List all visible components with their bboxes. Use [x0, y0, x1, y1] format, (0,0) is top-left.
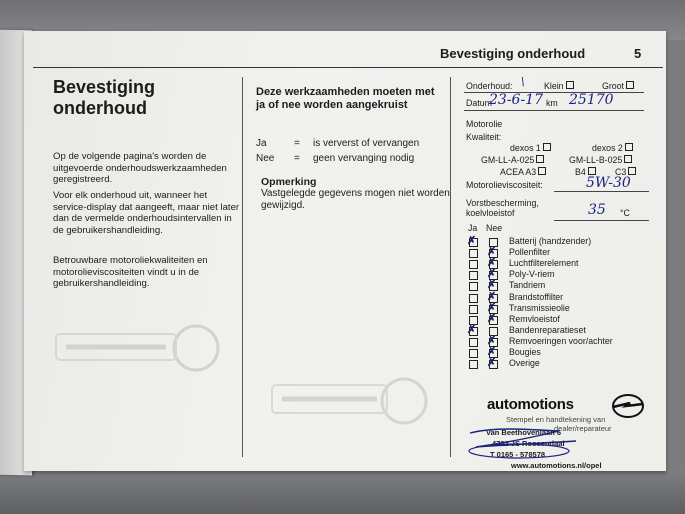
handwritten-cross-icon: ✗ [467, 323, 477, 336]
spec-checkbox[interactable] [543, 143, 551, 151]
coolant-underline [554, 220, 649, 221]
spec-label: dexos 1 [510, 143, 541, 153]
maintenance-item-label: Brandstoffilter [509, 291, 564, 302]
handwritten-cross-icon: ✗ [487, 279, 497, 292]
stamp-company-name: automotions [487, 396, 574, 413]
nee-column-label: Nee [486, 223, 503, 233]
legend-eq: = [294, 153, 300, 164]
maintenance-item-label: Overige [509, 358, 540, 369]
spec-label: dexos 2 [592, 143, 623, 153]
page-header-title: Bevestiging onderhoud [440, 46, 586, 61]
handwritten-cross-icon: ✗ [487, 246, 497, 259]
ja-checkbox[interactable] [469, 260, 478, 269]
spec-label: B4 [575, 167, 586, 177]
spec-checkbox[interactable] [625, 143, 633, 151]
spec-checkbox[interactable] [588, 167, 596, 175]
booklet-page [24, 31, 666, 471]
intro-paragraph: Op de volgende pagina's worden de uitgevoerde onderhoudswerkzaamheden geregistreerd. [53, 151, 227, 185]
spec-dexos1 [510, 143, 551, 153]
coolant-unit: °C [620, 208, 630, 218]
coolant-value[interactable]: 35 [588, 202, 606, 218]
groot-label: Groot [602, 81, 625, 91]
viscosity-value[interactable]: 5W-30 [586, 175, 631, 191]
spec-checkbox[interactable] [536, 155, 544, 163]
ghost-stamp-middle [264, 371, 434, 431]
maintenance-item-label: Luchtfilterelement [509, 258, 579, 269]
form-rule [464, 110, 644, 111]
stamp-address-2: 4702 JS Roosendaal [492, 439, 565, 448]
handwritten-cross-icon: ✗ [487, 346, 497, 358]
spec-dexos2 [592, 143, 633, 153]
ja-checkbox[interactable] [469, 294, 478, 303]
spec-gm-ll-a [481, 155, 544, 165]
handwritten-cross-icon: ✗ [487, 290, 497, 303]
spec-checkbox[interactable] [624, 155, 632, 163]
spec-acea-a3 [500, 167, 546, 177]
kwaliteit-label: Kwaliteit: [466, 132, 502, 142]
handwritten-cross-icon: ✗ [487, 334, 497, 347]
handwritten-cross-icon: ✗ [487, 268, 497, 281]
ja-checkbox[interactable] [469, 282, 478, 291]
ja-checkbox[interactable] [469, 249, 478, 258]
legend-meaning: is ververst of vervangen [313, 138, 420, 149]
datum-value[interactable]: 23-6-17 [489, 92, 543, 108]
ja-checkbox[interactable] [469, 271, 478, 280]
klein-option [544, 81, 574, 91]
interval-paragraph: Voor elk onderhoud uit, wanneer het service-display dat aangeeft, maar niet later dan de vermelde onderhoudsintervallen in de gebruikershandleiding. [53, 190, 240, 236]
legend-key: Ja [256, 138, 267, 149]
onderhoud-label: Onderhoud: [466, 81, 513, 91]
stamp-caption-2: dealer/reparateur [554, 424, 612, 433]
maintenance-item-label: Poly-V-riem [509, 269, 555, 280]
ja-column-label: Ja [468, 223, 478, 233]
groot-checkbox[interactable] [626, 81, 634, 89]
oil-paragraph: Betrouwbare motoroliekwaliteiten en motorolieviscositeiten vindt u in de gebruikershandleiding. [53, 255, 208, 289]
km-value[interactable]: 25170 [569, 92, 614, 108]
motorolie-label: Motorolie [466, 119, 503, 129]
ja-checkbox[interactable] [469, 349, 478, 358]
spec-checkbox[interactable] [538, 167, 546, 175]
coolant-label-1: Vorstbescherming, [466, 198, 539, 208]
legend-meaning: geen vervanging nodig [313, 153, 415, 164]
legend-key: Nee [256, 153, 275, 164]
legend-eq: = [294, 138, 300, 149]
klein-label: Klein [544, 81, 564, 91]
stamp-url: www.automotions.nl/opel [511, 461, 602, 470]
instruction-heading: Deze werkzaamheden moeten met ja of nee worden aangekruist [256, 86, 435, 111]
handwritten-cross-icon: ✗ [487, 312, 497, 325]
groot-option [602, 81, 634, 91]
main-heading-line1: Bevestiging [53, 77, 156, 97]
coolant-label-2: koelvloeistof [466, 208, 515, 218]
page-number: 5 [634, 46, 642, 61]
ja-checkbox[interactable] [469, 360, 478, 369]
handwritten-cross-icon: ✗ [487, 357, 497, 370]
maintenance-item-label: Remvoeringen voor/achter [509, 335, 613, 346]
maintenance-item-label: Bougies [509, 347, 541, 357]
table-surface-bottom [0, 470, 685, 514]
handwritten-cross-icon: ✗ [487, 257, 497, 270]
km-label: km [546, 98, 558, 108]
ja-checkbox[interactable] [469, 305, 478, 314]
spec-label: GM-LL-B-025 [569, 155, 623, 165]
maintenance-item-label: Bandenreparatieset [509, 324, 586, 335]
signature-scribble [464, 423, 584, 463]
opel-logo-icon [610, 393, 646, 419]
main-heading-line2: onderhoud [53, 98, 147, 118]
maintenance-item-label: Remvloeistof [509, 313, 560, 324]
viscosity-underline [554, 191, 649, 192]
header-divider [33, 67, 663, 68]
maintenance-item-label: Pollenfilter [509, 247, 551, 258]
maintenance-item-label: Batterij (handzender) [509, 236, 592, 246]
stamp-address-1: Van Beethovenlaan 6 [486, 428, 562, 437]
spec-label: C3 [615, 167, 627, 177]
maintenance-item-label: Transmissieolie [509, 302, 570, 313]
maintenance-item-label: Tandriem [509, 280, 546, 291]
main-heading [53, 77, 155, 119]
spec-gm-ll-b [569, 155, 632, 165]
ghost-stamp-left [46, 316, 226, 376]
handwritten-tick: \ [521, 75, 525, 88]
column-divider-2 [450, 77, 451, 457]
ja-checkbox[interactable] [469, 338, 478, 347]
handwritten-cross-icon: ✗ [467, 235, 477, 247]
remark-text: Vastgelegde gegevens mogen niet worden gewijzigd. [261, 188, 450, 211]
stamp-caption-1: Stempel en handtekening van [506, 415, 606, 424]
viscosity-label: Motorolieviscositeit: [466, 180, 543, 190]
spec-label: ACEA A3 [500, 167, 537, 177]
spec-checkbox[interactable] [628, 167, 636, 175]
stamp-phone: T 0165 - 578578 [490, 450, 546, 459]
remark-title: Opmerking [261, 176, 317, 188]
spec-label: GM-LL-A-025 [481, 155, 535, 165]
handwritten-cross-icon: ✗ [487, 301, 497, 314]
klein-checkbox[interactable] [566, 81, 574, 89]
datum-label: Datum [466, 98, 492, 108]
